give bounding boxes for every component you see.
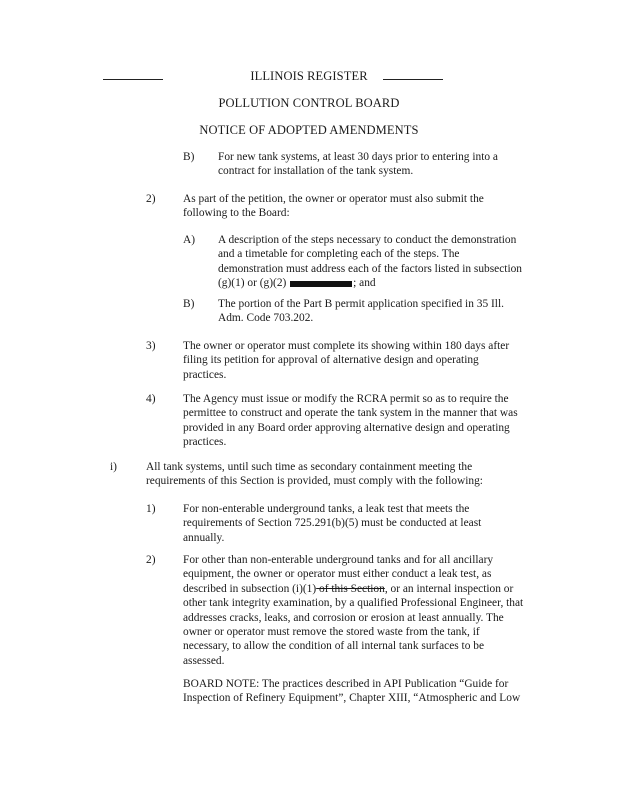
item-text-B1: For new tank systems, at least 30 days prior to entering into a contract for installation of the tank system. xyxy=(218,151,498,178)
item-label-2: 2) xyxy=(146,193,156,205)
item-text-2: As part of the petition, the owner or operator must also submit the following to the Board: xyxy=(183,193,484,220)
item-text-3: The owner or operator must complete its showing within 180 days after filing its petition for approval of alternative design and operating practices. xyxy=(183,340,510,381)
item-text-A: A description of the steps necessary to conduct the demonstration and a timetable for completing each of the steps. The demonstration must address each of the factors listed in subsection (g)(1) or (g)(2) ; and xyxy=(218,234,522,290)
redacted-mark xyxy=(290,281,352,287)
item-text-2b: For other than non-enterable underground tanks and for all ancillary equipment, the owner or operator must either conduct a leak test, as described in subsection (i)(1) of this Section, or an internal inspection or other tank integrity examination, by a qualified Professional Engineer, that addresses cracks, leaks, and corrosion or erosion at least annually. The owner or operator must remove the stored waste from the tank, if necessary, to allow the condition of all internal tank surfaces to be assessed. xyxy=(183,554,524,667)
board-title: POLLUTION CONTROL BOARD xyxy=(218,96,400,110)
board-note: BOARD NOTE: The practices described in API Publication “Guide for Inspection of Refinery Equipment”, Chapter XIII, “Atmospheric and Low xyxy=(183,678,521,705)
item-label-2b: 2) xyxy=(146,554,156,566)
item-label-1: 1) xyxy=(146,503,156,515)
register-title: ILLINOIS REGISTER xyxy=(250,69,368,83)
item-text-4: The Agency must issue or modify the RCRA permit so as to require the permittee to construct and operate the tank system in the manner that was provided in any Board order approving alternative design and operating practices. xyxy=(183,393,518,449)
item-label-4: 4) xyxy=(146,393,156,405)
item-label-3: 3) xyxy=(146,340,156,352)
item-text-B2: The portion of the Part B permit application specified in 35 Ill. Adm. Code 703.202. xyxy=(218,298,504,325)
notice-title: NOTICE OF ADOPTED AMENDMENTS xyxy=(199,123,419,137)
item-label-B2: B) xyxy=(183,298,195,310)
item-label-B1: B) xyxy=(183,151,195,163)
item-text-i: All tank systems, until such time as secondary containment meeting the requirements of this Section is provided, must comply with the following: xyxy=(146,461,483,488)
item-label-A: A) xyxy=(183,234,196,246)
struck-text: of this Section xyxy=(316,582,385,595)
item-label-i: i) xyxy=(110,461,117,473)
item-text-1: For non-enterable underground tanks, a leak test that meets the requirements of Section 725.291(b)(5) must be conducted at least annually. xyxy=(183,503,482,544)
